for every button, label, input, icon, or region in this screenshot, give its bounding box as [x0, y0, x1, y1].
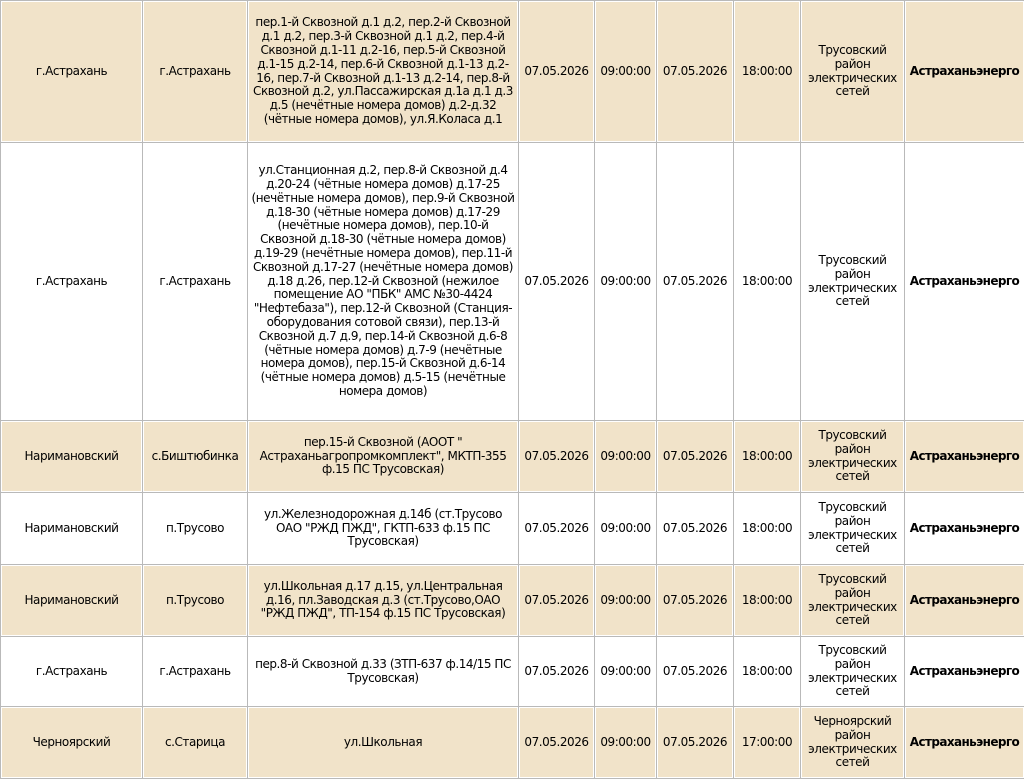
district-cell: г.Астрахань — [1, 143, 143, 421]
district-cell: Наримановский — [1, 565, 143, 637]
end-time-cell: 18:00:00 — [734, 637, 801, 707]
settlement-cell: п.Трусово — [143, 493, 248, 565]
start-time-cell: 09:00:00 — [595, 493, 657, 565]
address-cell: ул.Станционная д.2, пер.8-й Сквозной д.4 д.20-24 (чётные номера домов) д.17-25 (нечётные номера домов), пер.9-й Сквозной д.18-30 (чётные номера домов) д.17-29 (нечётные номера домов), пер.10-й Сквозной д.18-30 (чётные номера домов) д.19-29 (нечётные номера домов), пер.11-й Сквозной д.17-27 (нечётные номера домов) д.18 д.26, пер.12-й Сквозной (нежилое помещение АО "ПБК" АМС №30-4424 "Нефтебаза"), пер.12-й Сквозной (Станция-оборудования сотовой связи), пер.13-й Сквозной д.7 д.9, пер.14-й Сквозной д.6-8 (чётные номера домов) д.7-9 (нечётные номера домов), пер.15-й Сквозной д.6-14 (чётные номера домов) д.5-15 (нечётные номера домов) — [248, 143, 519, 421]
network-cell: Трусовский район электрических сетей — [801, 1, 905, 143]
org-cell: Астраханьэнерго — [905, 143, 1024, 421]
start-time-cell: 09:00:00 — [595, 637, 657, 707]
address-cell: пер.15-й Сквозной (АООТ " Астраханьагропромкомплект", МКТП-355 ф.15 ПС Трусовская) — [248, 421, 519, 493]
end-date-cell: 07.05.2026 — [657, 637, 734, 707]
end-time-cell: 18:00:00 — [734, 565, 801, 637]
district-cell: Черноярский — [1, 707, 143, 779]
org-cell: Астраханьэнерго — [905, 565, 1024, 637]
end-date-cell: 07.05.2026 — [657, 707, 734, 779]
network-cell: Трусовский район электрических сетей — [801, 637, 905, 707]
start-date-cell: 07.05.2026 — [519, 421, 595, 493]
address-cell: пер.8-й Сквозной д.33 (ЗТП-637 ф.14/15 ПС Трусовская) — [248, 637, 519, 707]
settlement-cell: г.Астрахань — [143, 1, 248, 143]
end-date-cell: 07.05.2026 — [657, 421, 734, 493]
network-cell: Трусовский район электрических сетей — [801, 565, 905, 637]
start-date-cell: 07.05.2026 — [519, 143, 595, 421]
end-date-cell: 07.05.2026 — [657, 565, 734, 637]
end-date-cell: 07.05.2026 — [657, 143, 734, 421]
org-cell: Астраханьэнерго — [905, 1, 1024, 143]
network-cell: Трусовский район электрических сетей — [801, 421, 905, 493]
district-cell: г.Астрахань — [1, 1, 143, 143]
address-cell: ул.Школьная — [248, 707, 519, 779]
start-date-cell: 07.05.2026 — [519, 565, 595, 637]
table-row — [1, 143, 1024, 421]
org-cell: Астраханьэнерго — [905, 637, 1024, 707]
table-row — [1, 637, 1024, 707]
table-row — [1, 493, 1024, 565]
org-cell: Астраханьэнерго — [905, 421, 1024, 493]
start-date-cell: 07.05.2026 — [519, 707, 595, 779]
org-cell: Астраханьэнерго — [905, 493, 1024, 565]
end-time-cell: 17:00:00 — [734, 707, 801, 779]
end-date-cell: 07.05.2026 — [657, 493, 734, 565]
start-time-cell: 09:00:00 — [595, 421, 657, 493]
settlement-cell: г.Астрахань — [143, 637, 248, 707]
end-time-cell: 18:00:00 — [734, 143, 801, 421]
network-cell: Трусовский район электрических сетей — [801, 493, 905, 565]
settlement-cell: с.Биштюбинка — [143, 421, 248, 493]
table-row — [1, 1, 1024, 143]
start-time-cell: 09:00:00 — [595, 143, 657, 421]
start-time-cell: 09:00:00 — [595, 565, 657, 637]
settlement-cell: г.Астрахань — [143, 143, 248, 421]
address-cell: пер.1-й Сквозной д.1 д.2, пер.2-й Сквозной д.1 д.2, пер.3-й Сквозной д.1 д.2, пер.4-й Сквозной д.1-11 д.2-16, пер.5-й Сквозной д.1-15 д.2-14, пер.6-й Сквозной д.1-13 д.2-16, пер.7-й Сквозной д.1-13 д.2-14, пер.8-й Сквозной д.2, ул.Пассажирская д.1а д.1 д.3 д.5 (нечётные номера домов) д.2-д.32 (чётные номера домов), ул.Я.Коласа д.1 — [248, 1, 519, 143]
start-time-cell: 09:00:00 — [595, 1, 657, 143]
network-cell: Черноярский район электрических сетей — [801, 707, 905, 779]
address-cell: ул.Школьная д.17 д.15, ул.Центральная д.16, пл.Заводская д.3 (ст.Трусово,ОАО "РЖД ПЖД", ТП-154 ф.15 ПС Трусовская) — [248, 565, 519, 637]
start-date-cell: 07.05.2026 — [519, 493, 595, 565]
end-time-cell: 18:00:00 — [734, 1, 801, 143]
table-row — [1, 421, 1024, 493]
table-row — [1, 565, 1024, 637]
end-date-cell: 07.05.2026 — [657, 1, 734, 143]
end-time-cell: 18:00:00 — [734, 421, 801, 493]
settlement-cell: п.Трусово — [143, 565, 248, 637]
table-row — [1, 707, 1024, 779]
district-cell: г.Астрахань — [1, 637, 143, 707]
start-date-cell: 07.05.2026 — [519, 637, 595, 707]
end-time-cell: 18:00:00 — [734, 493, 801, 565]
start-time-cell: 09:00:00 — [595, 707, 657, 779]
district-cell: Наримановский — [1, 421, 143, 493]
district-cell: Наримановский — [1, 493, 143, 565]
start-date-cell: 07.05.2026 — [519, 1, 595, 143]
settlement-cell: с.Старица — [143, 707, 248, 779]
address-cell: ул.Железнодорожная д.14б (ст.Трусово ОАО "РЖД ПЖД", ГКТП-633 ф.15 ПС Трусовская) — [248, 493, 519, 565]
network-cell: Трусовский район электрических сетей — [801, 143, 905, 421]
org-cell: Астраханьэнерго — [905, 707, 1024, 779]
